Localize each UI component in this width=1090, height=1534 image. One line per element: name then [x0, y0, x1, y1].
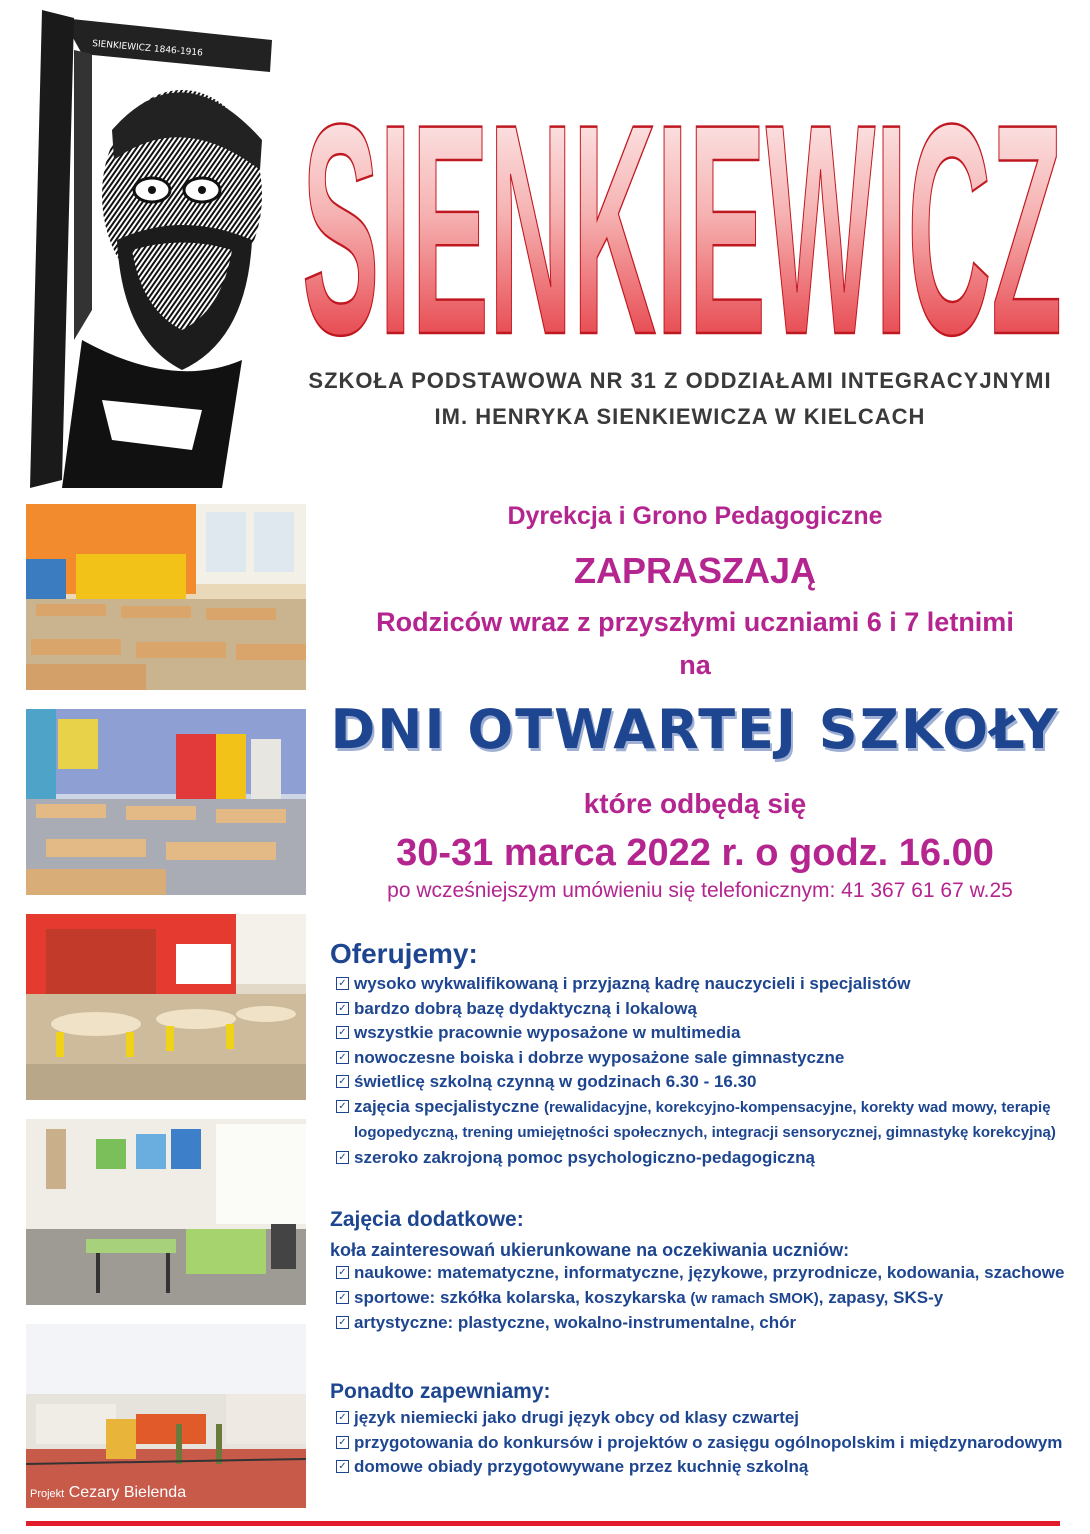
checkbox-icon: ✓ [336, 1291, 349, 1304]
list-item: ✓ przygotowania do konkursów i projektów o zasięgu ogólnopolskim i międzynarodowym [330, 1431, 1070, 1456]
classroom-photo-1 [26, 504, 306, 690]
extra-title: Zajęcia dodatkowe: [330, 1208, 524, 1231]
invitation-from: Dyrekcja i Grono Pedagogiczne [507, 502, 883, 530]
patron-name-text: SIENKIEWICZ [302, 61, 1062, 368]
school-name-line1: SZKOŁA PODSTAWOWA NR 31 Z ODDZIAŁAMI INTEGRACYJNYMI [308, 368, 1052, 393]
offer-section [330, 938, 1070, 1170]
playground-photo [26, 1324, 306, 1508]
phone-note: po wcześniejszym umówieniu się telefonicznym: 41 367 61 67 w.25 [387, 879, 1013, 902]
list-item: ✓ zajęcia specjalistyczne (rewalidacyjne, korekcyjno-kompensacyjne, korekty wad mowy, terapię logopedyczną, trening umiejętności społecznych, integracji sensorycznej, gimnastykę korekcyjną) [330, 1095, 1070, 1146]
invitation-who: Rodziców wraz z przyszłymi uczniami 6 i 7 letnimi [376, 607, 1014, 637]
checkbox-icon: ✓ [336, 1436, 349, 1449]
list-item: ✓ szeroko zakrojoną pomoc psychologiczno-pedagogiczną [330, 1146, 1070, 1171]
list-item: ✓ artystyczne: plastyczne, wokalno-instrumentalne, chór [330, 1311, 1070, 1336]
checkbox-icon: ✓ [336, 1100, 349, 1113]
classroom-photo-2 [26, 709, 306, 895]
list-item: ✓ świetlicę szkolną czynną w godzinach 6.30 - 16.30 [330, 1070, 1070, 1095]
checkbox-icon: ✓ [336, 1411, 349, 1424]
bottom-divider [26, 1521, 1060, 1526]
school-patron-name [292, 28, 1072, 368]
checkbox-icon: ✓ [336, 1075, 349, 1088]
checkbox-icon: ✓ [336, 1266, 349, 1279]
checkbox-icon: ✓ [336, 1051, 349, 1064]
event-date: 30-31 marca 2022 r. o godz. 16.00 [396, 832, 994, 874]
credit-name: Cezary Bielenda [68, 1484, 187, 1501]
more-title: Ponadto zapewniamy: [330, 1380, 551, 1403]
photo-credit [30, 1484, 186, 1502]
checkbox-icon: ✓ [336, 1002, 349, 1015]
invitation-na: na [679, 650, 711, 680]
invitation-will-take-place: które odbędą się [583, 788, 807, 819]
list-item: ✓ naukowe: matematyczne, informatyczne, językowe, przyrodnicze, kodowania, szachowe [330, 1261, 1070, 1286]
invitation-invite: ZAPRASZAJĄ [573, 550, 816, 591]
checkbox-icon: ✓ [336, 1316, 349, 1329]
extra-intro: koła zainteresowań ukierunkowane na oczekiwania uczniów: [330, 1240, 850, 1260]
list-item: ✓ wysoko wykwalifikowaną i przyjazną kadrę nauczycieli i specjalistów [330, 972, 1070, 997]
item-detail: (rewalidacyjne, korekcyjno-kompensacyjne, korekty wad mowy, terapię logopedyczną, trening umiejętności społecznych, integracji sensorycznej, gimnastykę korekcyjną) [354, 1098, 1056, 1141]
checkbox-icon: ✓ [336, 1151, 349, 1164]
list-item: ✓ bardzo dobrą bazę dydaktyczną i lokalową [330, 997, 1070, 1022]
list-item: ✓ nowoczesne boiska i dobrze wyposażone sale gimnastyczne [330, 1046, 1070, 1071]
school-name-line2: IM. HENRYKA SIENKIEWICZA W KIELCACH [434, 404, 926, 429]
list-item: ✓ wszystkie pracownie wyposażone w multimedia [330, 1021, 1070, 1046]
list-item: ✓ sportowe: szkółka kolarska, koszykarska (w ramach SMOK), zapasy, SKS-y [330, 1286, 1070, 1312]
checkbox-icon: ✓ [336, 1026, 349, 1039]
list-item: ✓ język niemiecki jako drugi język obcy od klasy czwartej [330, 1406, 1070, 1431]
offer-title: Oferujemy: [330, 938, 478, 969]
event-title: DNI OTWARTEJ SZKOŁY [330, 698, 1060, 761]
classroom-photo-4 [26, 1119, 306, 1305]
extra-section [330, 1208, 1070, 1336]
credit-prefix: Projekt [30, 1488, 65, 1500]
checkbox-icon: ✓ [336, 977, 349, 990]
portrait-illustration [22, 10, 284, 488]
more-section [330, 1380, 1070, 1480]
checkbox-icon: ✓ [336, 1460, 349, 1473]
portrait-caption: SIENKIEWICZ 1846-1916 [91, 39, 204, 59]
classroom-photo-3 [26, 914, 306, 1100]
list-item: ✓ domowe obiady przygotowywane przez kuchnię szkolną [330, 1455, 1070, 1480]
